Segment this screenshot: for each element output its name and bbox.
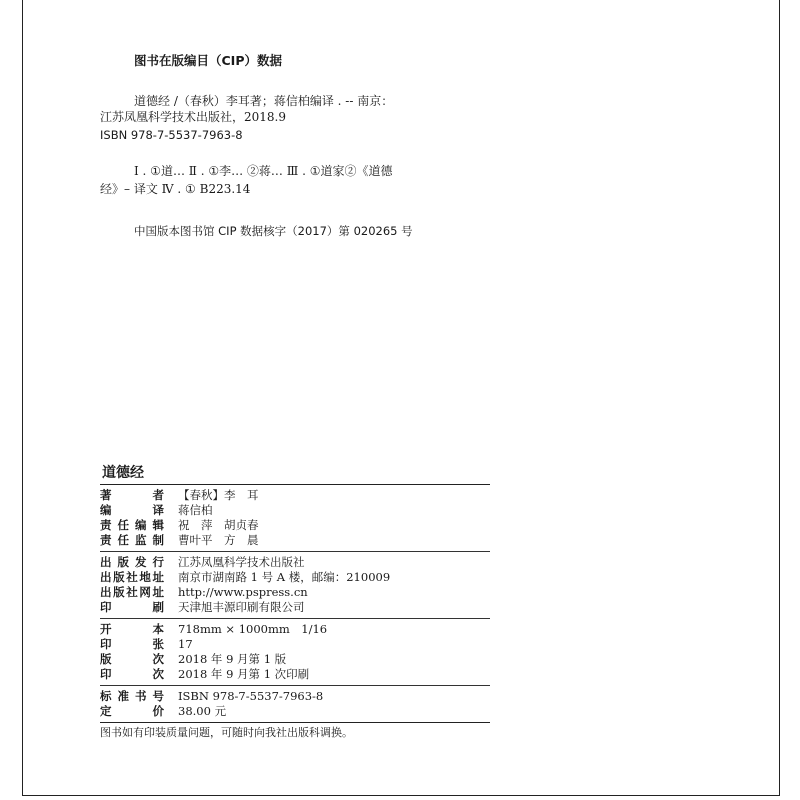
cip-line-classification-cont: 经》– 译文 Ⅳ . ① B223.14 [100, 182, 251, 196]
colophon-group-credits [100, 485, 490, 551]
colophon-book-title: 道德经 [102, 465, 144, 481]
colophon-label: 印 次 [100, 667, 164, 681]
colophon-label: 定 价 [100, 704, 164, 718]
colophon-row [100, 600, 490, 615]
colophon-row [100, 555, 490, 570]
colophon-label: 责 任 监 制 [100, 533, 164, 547]
colophon-label: 出 版 发 行 [100, 555, 164, 569]
colophon-value: http://www.pspress.cn [178, 585, 308, 599]
colophon-label: 印 刷 [100, 600, 164, 614]
colophon-group-specs [100, 619, 490, 685]
colophon-divider [100, 722, 490, 723]
colophon-label: 出 版 社 地 址 [100, 570, 164, 584]
colophon-value: 曹叶平 方 晨 [178, 533, 259, 547]
colophon-value: 38.00 元 [178, 704, 227, 718]
colophon-value: 17 [178, 637, 193, 651]
colophon-value: ISBN 978-7-5537-7963-8 [178, 689, 324, 703]
cip-line-record-number: 中国版本图书馆 CIP 数据核字（2017）第 020265 号 [134, 224, 413, 238]
colophon-label: 出 版 社 网 址 [100, 585, 164, 599]
colophon-value: 天津旭丰源印刷有限公司 [178, 600, 305, 614]
colophon-row [100, 622, 490, 637]
cip-line-classification: Ⅰ . ①道… Ⅱ . ①李… ②蒋… Ⅲ . ①道家②《道德 [134, 164, 393, 178]
colophon-label: 版 次 [100, 652, 164, 666]
colophon-row [100, 533, 490, 548]
colophon-row [100, 570, 490, 585]
colophon-row [100, 488, 490, 503]
colophon-value: 蒋信柏 [178, 503, 213, 517]
colophon-value: 南京市湖南路 1 号 A 楼，邮编：210009 [178, 570, 391, 584]
colophon-row [100, 704, 490, 719]
colophon-label: 责 任 编 辑 [100, 518, 164, 532]
colophon-row [100, 637, 490, 652]
colophon-group-publisher [100, 552, 490, 618]
colophon-value: 718mm × 1000mm 1/16 [178, 622, 328, 636]
colophon-value: 祝 萍 胡贞春 [178, 518, 259, 532]
colophon-value: 【春秋】李 耳 [178, 488, 259, 502]
colophon-label: 开 本 [100, 622, 164, 636]
cip-line-isbn: ISBN 978-7-5537-7963-8 [100, 128, 243, 142]
colophon-row [100, 667, 490, 682]
colophon [100, 462, 490, 723]
colophon-value: 2018 年 9 月第 1 版 [178, 652, 287, 666]
colophon-label: 编 译 [100, 503, 164, 517]
colophon-row [100, 652, 490, 667]
cip-line-publisher: 江苏凤凰科学技术出版社，2018.9 [100, 110, 286, 124]
cip-title: 图书在版编目（CIP）数据 [134, 53, 282, 68]
colophon-row [100, 518, 490, 533]
colophon-label: 著 者 [100, 488, 164, 502]
colophon-row [100, 503, 490, 518]
colophon-label: 印 张 [100, 637, 164, 651]
colophon-row [100, 689, 490, 704]
colophon-row [100, 585, 490, 600]
quality-notice: 图书如有印装质量问题，可随时向我社出版科调换。 [100, 726, 353, 739]
colophon-value: 2018 年 9 月第 1 次印刷 [178, 667, 310, 681]
colophon-value: 江苏凤凰科学技术出版社 [178, 555, 305, 569]
colophon-group-isbn-price [100, 686, 490, 722]
cip-line-title-author: 道德经 /（春秋）李耳著；蒋信柏编译 . -- 南京： [134, 94, 394, 108]
colophon-label: 标 准 书 号 [100, 689, 164, 703]
